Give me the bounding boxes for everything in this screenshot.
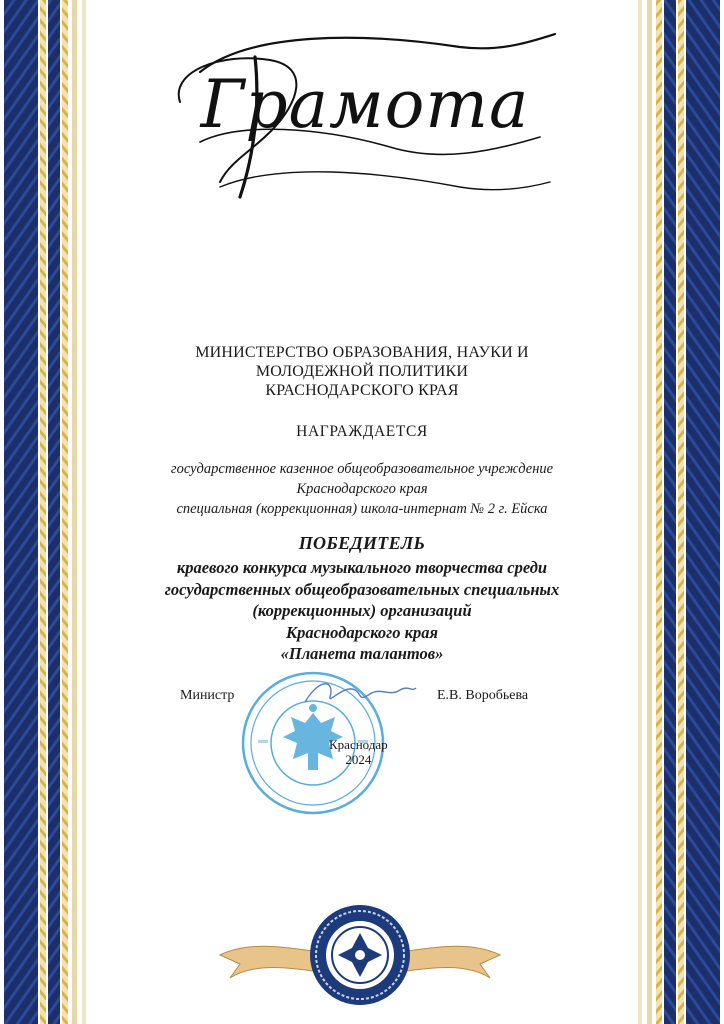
issuer-ministry	[110, 343, 614, 400]
recipient	[110, 459, 614, 519]
recipient-line-3: специальная (коррекционная) школа-интернат № 2 г. Ейска	[176, 501, 548, 517]
contest-line-1: краевого конкурса музыкального творчества среди	[176, 558, 548, 577]
contest-line-5: «Планета талантов»	[280, 644, 444, 663]
right-decorative-border	[626, 0, 724, 1024]
handwritten-signature	[300, 672, 420, 712]
awarded-label: НАГРАЖДАЕТСЯ	[296, 423, 428, 440]
ministry-line-2: МОЛОДЕЖНОЙ ПОЛИТИКИ	[255, 363, 469, 380]
ministry-line-3: КРАСНОДАРСКОГО КРАЯ	[265, 382, 459, 399]
winner-title: ПОБЕДИТЕЛЬ	[298, 533, 426, 553]
contest-line-4: Краснодарского края	[285, 622, 439, 642]
left-decorative-border	[0, 0, 98, 1024]
title-text: Грамота	[200, 66, 530, 143]
recipient-line-1: государственное казенное общеобразовательное учреждение	[170, 461, 554, 477]
title-calligraphy	[160, 12, 570, 212]
ministry-line-1: МИНИСТЕРСТВО ОБРАЗОВАНИЯ, НАУКИ И	[195, 344, 529, 361]
place-and-year	[329, 737, 388, 767]
contest-description	[110, 557, 614, 665]
bottom-emblem-ribbon	[210, 900, 510, 1010]
contest-line-2: государственных общеобразовательных специальных	[164, 579, 560, 599]
signatory-position: Министр	[180, 688, 235, 703]
recipient-line-2: Краснодарского края	[296, 481, 428, 497]
contest-line-3: (коррекционных) организаций	[252, 601, 472, 620]
signatory-name: Е.В. Воробьева	[437, 688, 529, 703]
place-city: Краснодар	[329, 737, 388, 752]
place-year: 2024	[345, 752, 372, 767]
